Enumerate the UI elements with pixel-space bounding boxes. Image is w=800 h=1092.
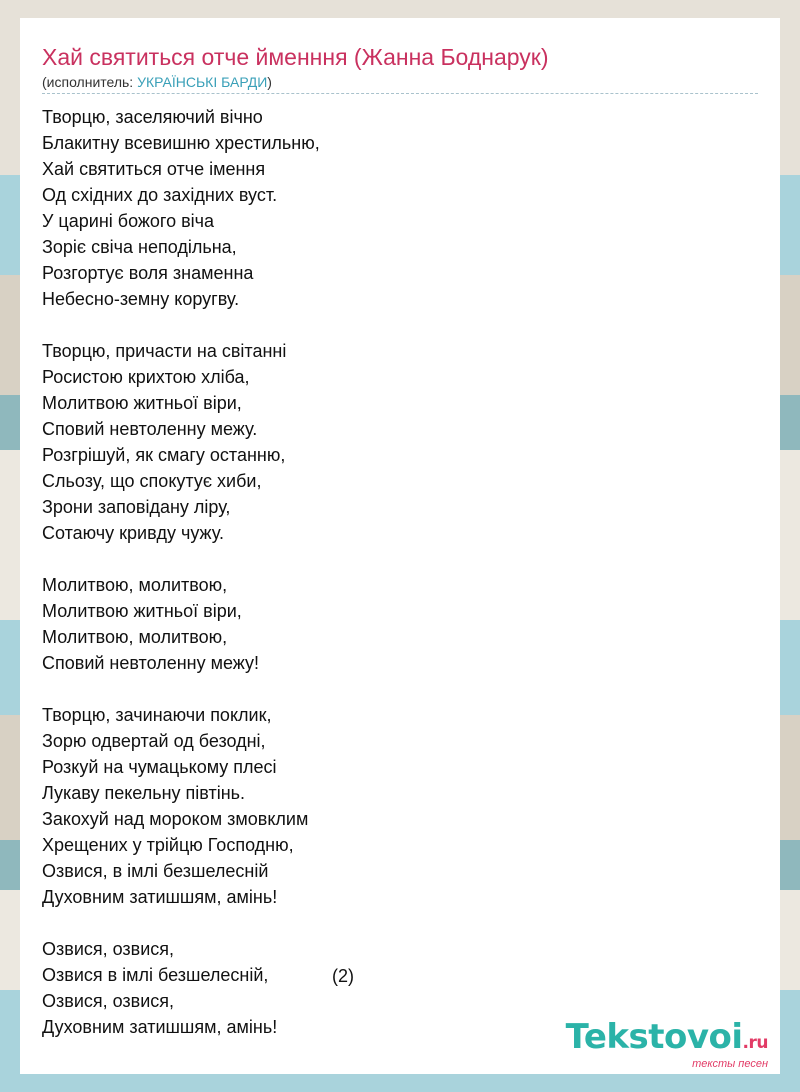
- lyric-line: Творцю, зачинаючи поклик,: [42, 705, 272, 725]
- logo-suffix: .ru: [742, 1033, 768, 1053]
- lyric-line: Лукаву пекельну півтінь.: [42, 783, 246, 803]
- lyric-line: Молитвою, молитвою,: [42, 627, 228, 647]
- lyric-line: Молитвою житньої віри,: [42, 601, 242, 621]
- lyrics-body: [42, 104, 320, 1040]
- stanza-gap: [42, 910, 320, 936]
- performer-close: ): [267, 74, 272, 90]
- lyric-line: Сповий невтоленну межу!: [42, 653, 260, 673]
- lyric-line: У царині божого віча: [42, 211, 215, 231]
- lyric-line: Сотаючу кривду чужу.: [42, 523, 224, 543]
- logo-subtitle: тексты песен: [692, 1058, 768, 1070]
- site-logo[interactable]: [566, 1018, 768, 1070]
- repeat-marker: (2): [332, 966, 354, 986]
- song-title: Хай святиться отче йменння (Жанна Боднарук): [42, 44, 549, 70]
- lyric-line: Сповий невтоленну межу.: [42, 419, 258, 439]
- stanza-gap: [42, 676, 320, 702]
- lyric-line: Озвися в імлі безшелесній,: [42, 965, 269, 985]
- lyric-line: Сльозу, що спокутує хиби,: [42, 471, 262, 491]
- lyric-line: Творцю, причасти на світанні: [42, 341, 287, 361]
- lyric-line: Зоріє свіча неподільна,: [42, 237, 237, 257]
- lyric-line: Од східних до західних вуст.: [42, 185, 278, 205]
- performer-link[interactable]: УКРАЇНСЬКІ БАРДИ: [137, 74, 268, 90]
- lyric-line: Розгортує воля знаменна: [42, 263, 254, 283]
- lyric-line: Духовним затишшям, амінь!: [42, 1017, 278, 1037]
- lyric-line: Хай святиться отче імення: [42, 159, 266, 179]
- lyric-line: Розгрішуй, як смагу останню,: [42, 445, 286, 465]
- lyric-line: Зрони заповідану ліру,: [42, 497, 231, 517]
- lyric-line: Небесно-земну коругву.: [42, 289, 240, 309]
- lyric-line: Блакитну всевишню хрестильню,: [42, 133, 320, 153]
- dashed-divider: [42, 93, 758, 94]
- lyric-line: Закохуй над мороком змовклим: [42, 809, 309, 829]
- stanza-gap: [42, 312, 320, 338]
- lyric-line: Зорю одвертай од безодні,: [42, 731, 266, 751]
- lyric-line: Молитвою, молитвою,: [42, 575, 228, 595]
- performer-label: (исполнитель:: [42, 74, 138, 90]
- lyric-line: Озвися, в імлі безшелесній: [42, 861, 269, 881]
- lyric-line: Духовним затишшям, амінь!: [42, 887, 278, 907]
- lyric-line: Росистою крихтою хліба,: [42, 367, 250, 387]
- logo-text: Tekstovoi: [565, 1017, 743, 1057]
- stanza-gap: [42, 546, 320, 572]
- lyric-line: Творцю, заселяючий вічно: [42, 107, 263, 127]
- lyric-line: Озвися, озвися,: [42, 939, 175, 959]
- lyric-line: Озвися, озвися,: [42, 991, 175, 1011]
- lyric-line: Хрещених у трійцю Господню,: [42, 835, 294, 855]
- performer-line: [42, 74, 272, 90]
- lyrics-card: [20, 18, 780, 1074]
- lyric-line: Розкуй на чумацькому плесі: [42, 757, 277, 777]
- lyric-line: Молитвою житньої віри,: [42, 393, 242, 413]
